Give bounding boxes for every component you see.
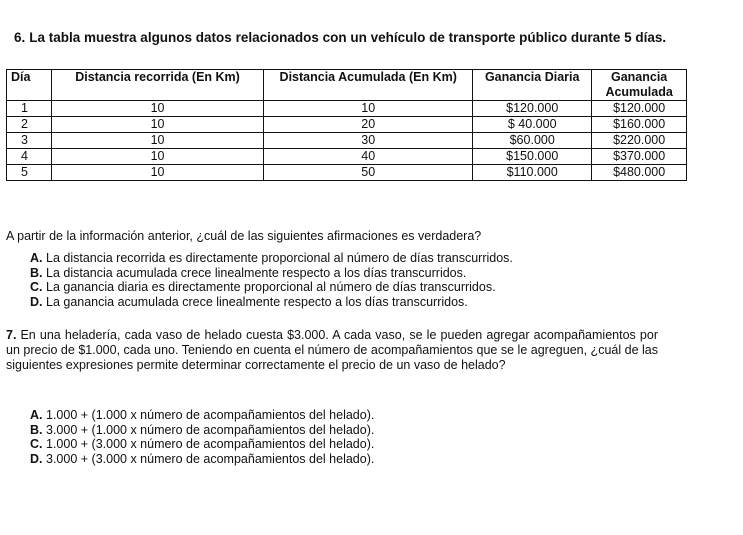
cell-distancia-acumulada: 10 bbox=[264, 101, 473, 117]
question-6-title-text: La tabla muestra algunos datos relacionados con un vehículo de transporte público durante 5 días. bbox=[29, 30, 667, 45]
cell-distancia-acumulada: 40 bbox=[264, 149, 473, 165]
cell-distancia-acumulada: 50 bbox=[264, 165, 473, 181]
option-letter: B. bbox=[30, 422, 43, 437]
table-row bbox=[7, 101, 687, 117]
cell-distancia-recorrida: 10 bbox=[51, 101, 264, 117]
cell-ganancia-acumulada: $120.000 bbox=[592, 101, 687, 117]
option-d[interactable] bbox=[30, 295, 513, 310]
cell-ganancia-acumulada: $220.000 bbox=[592, 133, 687, 149]
option-letter: D. bbox=[30, 294, 43, 309]
header-distancia-acumulada: Distancia Acumulada (En Km) bbox=[264, 70, 473, 101]
option-text: 3.000 + (3.000 x número de acompañamientos del helado). bbox=[46, 451, 375, 466]
question-6-number: 6. bbox=[14, 30, 26, 45]
question-7-body: En una heladería, cada vaso de helado cuesta $3.000. A cada vaso, se le pueden agregar acompañamientos por un precio de $1.000, cada uno. Teniendo en cuenta el número de acompañamientos que se le agreguen, ¿cuál de las siguientes expresiones permite determinar correctamente el precio de un vaso de helado? bbox=[6, 328, 658, 372]
question-7-text bbox=[6, 328, 658, 373]
option-text: La distancia acumulada crece linealmente respecto a los días transcurridos. bbox=[46, 265, 467, 280]
cell-distancia-acumulada: 30 bbox=[264, 133, 473, 149]
option-letter: C. bbox=[30, 280, 43, 294]
question-6-prompt: A partir de la información anterior, ¿cuál de las siguientes afirmaciones es verdadera? bbox=[6, 229, 482, 243]
table-row bbox=[7, 133, 687, 149]
cell-dia: 1 bbox=[7, 101, 52, 117]
option-b[interactable] bbox=[30, 266, 513, 281]
cell-ganancia-acumulada: $370.000 bbox=[592, 149, 687, 165]
cell-dia: 2 bbox=[7, 117, 52, 133]
header-distancia-recorrida: Distancia recorrida (En Km) bbox=[51, 70, 264, 101]
table-row bbox=[7, 117, 687, 133]
option-text: La ganancia diaria es directamente proporcional al número de días transcurridos. bbox=[46, 280, 496, 294]
question-6-options bbox=[30, 251, 513, 309]
option-text: 3.000 + (1.000 x número de acompañamientos del helado). bbox=[46, 422, 375, 437]
table-header-row bbox=[7, 70, 687, 101]
question-7-number: 7. bbox=[6, 328, 17, 342]
option-letter: A. bbox=[30, 251, 43, 265]
cell-dia: 3 bbox=[7, 133, 52, 149]
option-a[interactable] bbox=[30, 251, 513, 266]
option-letter: D. bbox=[30, 451, 43, 466]
cell-ganancia-acumulada: $160.000 bbox=[592, 117, 687, 133]
table-row bbox=[7, 149, 687, 165]
option-b[interactable] bbox=[30, 423, 374, 438]
cell-dia: 5 bbox=[7, 165, 52, 181]
option-c[interactable] bbox=[30, 437, 374, 452]
cell-ganancia-diaria: $60.000 bbox=[473, 133, 592, 149]
cell-distancia-recorrida: 10 bbox=[51, 117, 264, 133]
cell-ganancia-diaria: $150.000 bbox=[473, 149, 592, 165]
cell-distancia-recorrida: 10 bbox=[51, 149, 264, 165]
option-text: 1.000 + (1.000 x número de acompañamientos del helado). bbox=[46, 408, 375, 422]
table-row bbox=[7, 165, 687, 181]
option-text: 1.000 + (3.000 x número de acompañamientos del helado). bbox=[46, 437, 375, 451]
header-ganancia-diaria: Ganancia Diaria bbox=[473, 70, 592, 101]
question-6-title bbox=[14, 30, 666, 45]
cell-distancia-acumulada: 20 bbox=[264, 117, 473, 133]
option-letter: C. bbox=[30, 437, 43, 451]
option-letter: B. bbox=[30, 265, 43, 280]
cell-ganancia-acumulada: $480.000 bbox=[592, 165, 687, 181]
option-text: La ganancia acumulada crece linealmente respecto a los días transcurridos. bbox=[46, 294, 468, 309]
cell-ganancia-diaria: $110.000 bbox=[473, 165, 592, 181]
cell-distancia-recorrida: 10 bbox=[51, 133, 264, 149]
cell-distancia-recorrida: 10 bbox=[51, 165, 264, 181]
cell-ganancia-diaria: $ 40.000 bbox=[473, 117, 592, 133]
cell-ganancia-diaria: $120.000 bbox=[473, 101, 592, 117]
option-text: La distancia recorrida es directamente proporcional al número de días transcurridos. bbox=[46, 251, 513, 265]
option-a[interactable] bbox=[30, 408, 374, 423]
vehicle-data-table bbox=[6, 69, 687, 181]
option-letter: A. bbox=[30, 408, 43, 422]
cell-dia: 4 bbox=[7, 149, 52, 165]
header-ganancia-acumulada: Ganancia Acumulada bbox=[592, 70, 687, 101]
option-c[interactable] bbox=[30, 280, 513, 295]
header-dia: Día bbox=[7, 70, 52, 101]
question-7-options bbox=[30, 408, 374, 466]
option-d[interactable] bbox=[30, 452, 374, 467]
